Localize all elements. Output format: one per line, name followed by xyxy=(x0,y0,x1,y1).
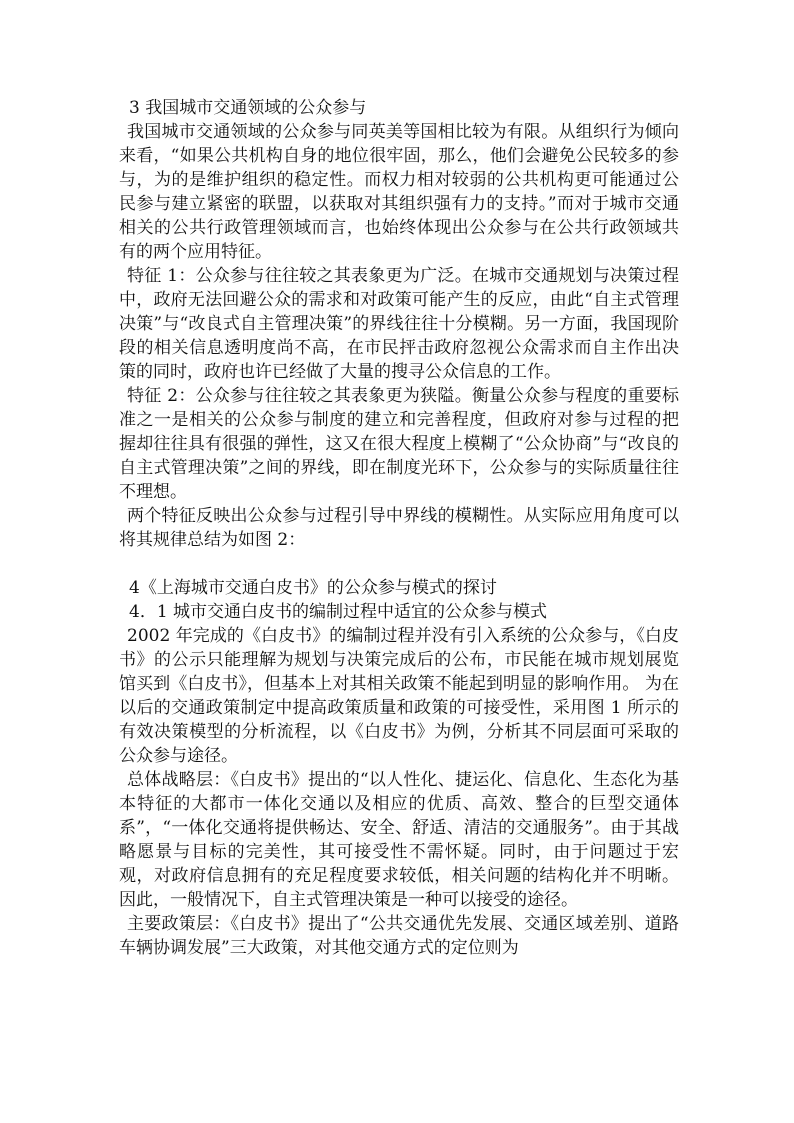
section-4-paragraph-strategy: 总体战略层：《白皮书》提出的“以人性化、捷运化、信息化、生态化为基本特征的大都市一体化交通以及相应的优质、高效、整合的巨型交通体系”，“一体化交通将提供畅达、安全、舒适、清洁的交通服务”。由于其战略愿景与目标的完美性，其可接受性不需怀疑。同时，由于问题过于宏观，对政府信息拥有的充足程度要求较低，相关问题的结构化并不明晰。因此，一般情况下，自主式管理决策是一种可以接受的途径。 xyxy=(119,770,679,910)
section-3-heading: 3 我国城市交通领域的公众参与 xyxy=(129,98,367,118)
section-4-paragraph-1: 2002 年完成的《白皮书》的编制过程并没有引入系统的公众参与，《白皮书》的公示只能理解为规划与决策完成后的公布，市民能在城市规划展览馆买到《白皮书》，但基本上对其相关政策不能起到明显的影响作用。 为在以后的交通政策制定中提高政策质量和政策的可接受性，采用图 1 所示的有效决策模型的分析流程，以《白皮书》为例，分析其不同层面可采取的公众参与途径。 xyxy=(119,626,679,766)
document-body xyxy=(119,96,679,960)
section-4-paragraph-policy: 主要政策层：《白皮书》提出了“公共交通优先发展、交通区域差别、道路车辆协调发展”三大政策，对其他交通方式的定位则为 xyxy=(119,914,679,958)
section-3-paragraph-1: 我国城市交通领域的公众参与同英美等国相比较为有限。从组织行为倾向来看，“如果公共机构自身的地位很牢固，那么，他们会避免公民较多的参与，为的是维护组织的稳定性。而权力相对较弱的公共机构更可能通过公民参与建立紧密的联盟，以获取对其组织强有力的支持。”而对于城市交通相关的公共行政管理领域而言，也始终体现出公众参与在公共行政领域共有的两个应用特征。 xyxy=(119,122,679,262)
section-4-1-subheading: 4．1 城市交通白皮书的编制过程中适宜的公众参与模式 xyxy=(129,602,548,622)
section-3-paragraph-feature-1: 特征 1：公众参与往往较之其表象更为广泛。在城市交通规划与决策过程中，政府无法回避公众的需求和对政策可能产生的反应，由此“自主式管理决策”与“改良式自主管理决策”的界线往往十分模糊。另一方面，我国现阶段的相关信息透明度尚不高，在市民抨击政府忽视公众需求而自主作出决策的同时，政府也许已经做了大量的搜寻公众信息的工作。 xyxy=(119,266,679,382)
section-3-paragraph-summary: 两个特征反映出公众参与过程引导中界线的模糊性。从实际应用角度可以将其规律总结为如图 2： xyxy=(119,506,679,550)
section-4-heading: 4《上海城市交通白皮书》的公众参与模式的探讨 xyxy=(129,578,497,598)
section-3-paragraph-feature-2: 特征 2：公众参与往往较之其表象更为狭隘。衡量公众参与程度的重要标准之一是相关的公众参与制度的建立和完善程度，但政府对参与过程的把握却往往具有很强的弹性，这又在很大程度上模糊了“公众协商”与“改良的自主式管理决策”之间的界线，即在制度光环下，公众参与的实际质量往往不理想。 xyxy=(119,386,679,502)
blank-line xyxy=(119,552,679,576)
